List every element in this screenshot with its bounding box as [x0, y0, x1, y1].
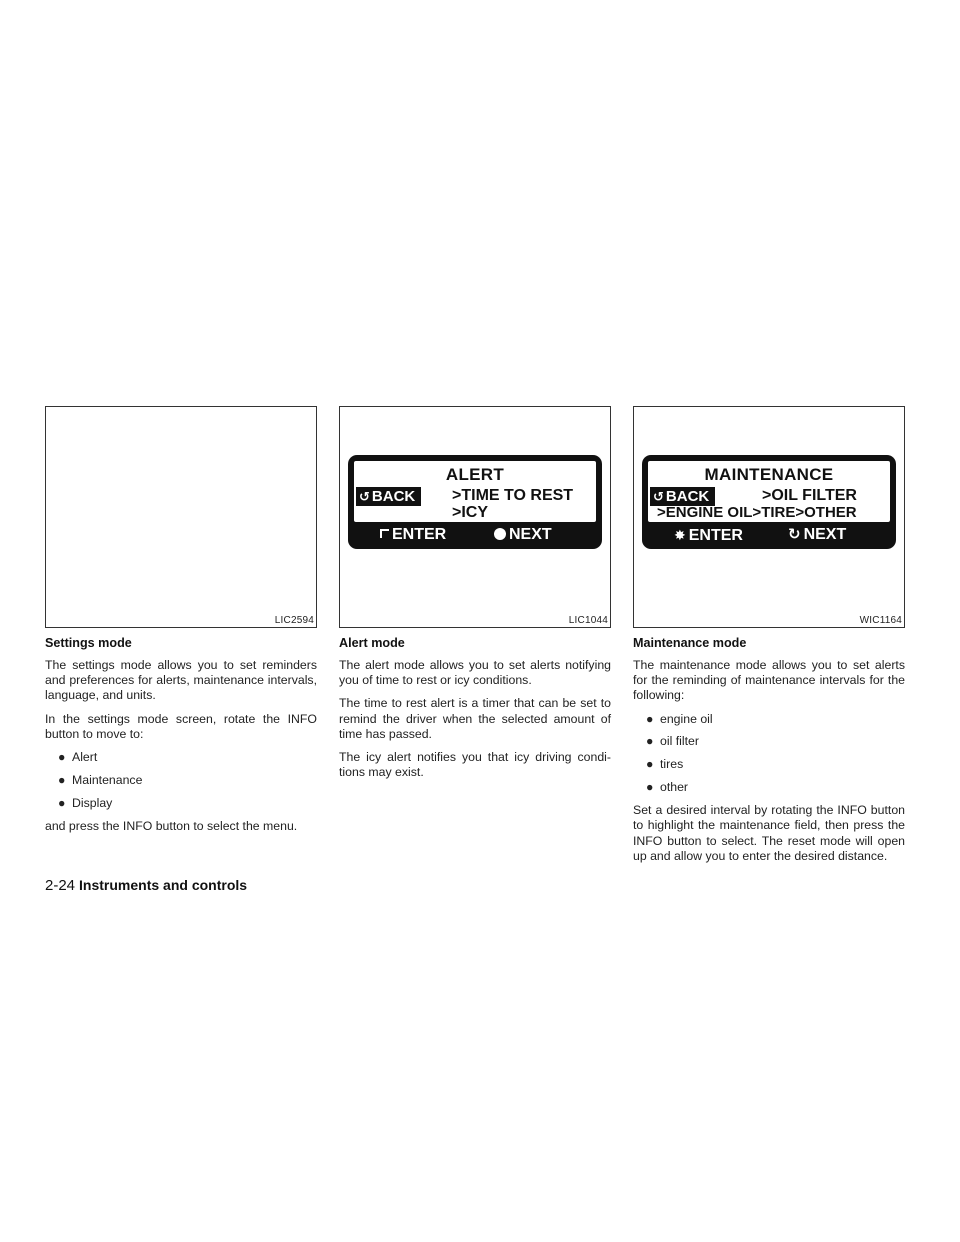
alert-mode-heading: Alert mode	[339, 636, 405, 650]
list-item: ● engine oil	[646, 711, 713, 726]
back-option: ↺ BACK	[356, 487, 421, 506]
figure-code: LIC1044	[568, 615, 608, 626]
list-item: ● oil filter	[646, 734, 699, 749]
maintenance-items-list	[633, 712, 905, 796]
figure-code: LIC2594	[274, 615, 314, 626]
maintenance-figure	[633, 406, 905, 628]
rotate-icon: ↻	[788, 526, 801, 543]
settings-mode-heading: Settings mode	[45, 636, 132, 650]
display-line: >OIL FILTER	[762, 487, 857, 504]
paragraph: Set a desired interval by rotating the INFO button to highlight the maintenance field, then press the INFO button to select. The reset mode will open up and allow you to enter the desired distance.	[633, 803, 905, 863]
paragraph: In the settings mode screen, rotate the INFO button to move to:	[45, 711, 317, 741]
maintenance-mode-heading: Maintenance mode	[633, 636, 747, 650]
list-item: ● tires	[646, 757, 684, 772]
list-item: ● Alert	[58, 750, 98, 765]
paragraph: The icy alert notifies you that icy driving condi- tions may exist.	[339, 750, 611, 780]
dial-icon: ✸	[674, 527, 686, 543]
page-number: 2-24	[45, 877, 76, 894]
enter-option: ENTER	[380, 525, 446, 545]
display-title: ALERT	[445, 465, 505, 484]
list-item: ● Display	[58, 795, 113, 810]
next-option: ↻ NEXT	[788, 526, 847, 543]
paragraph: The settings mode allows you to set reminders and preferences for alerts, maintenance intervals, language, and units.	[45, 658, 317, 703]
display-line: >ENGINE OIL>TIRE>OTHER	[657, 504, 857, 521]
section-title: Instruments and controls	[79, 877, 248, 893]
back-option: ↺ BACK	[650, 487, 715, 506]
figure-code: WIC1164	[859, 615, 902, 626]
display-title: MAINTENANCE	[704, 465, 834, 484]
paragraph: and press the INFO button to select the menu.	[45, 818, 298, 833]
settings-figure	[45, 406, 317, 628]
paragraph: The maintenance mode allows you to set alerts for the reminding of maintenance intervals for the following:	[633, 658, 905, 703]
list-item: ● Maintenance	[58, 772, 143, 787]
alert-mode-column	[339, 406, 611, 788]
back-arrow-icon: ↺	[359, 489, 370, 504]
display-line: >ICY	[452, 504, 489, 521]
list-item: ● other	[646, 780, 689, 794]
dial-icon	[494, 528, 506, 540]
maintenance-mode-column	[633, 406, 905, 872]
page-footer	[45, 877, 247, 894]
settings-options-list	[45, 750, 317, 811]
display-line: >TIME TO REST	[452, 487, 574, 504]
next-option: NEXT	[494, 525, 552, 545]
alert-display	[348, 455, 602, 549]
paragraph: The alert mode allows you to set alerts notifying you of time to rest or icy conditions.	[339, 658, 611, 688]
back-arrow-icon: ↺	[653, 489, 664, 504]
settings-mode-column	[45, 406, 317, 842]
alert-figure	[339, 406, 611, 628]
maintenance-display	[642, 455, 896, 549]
enter-option: ✸ ENTER	[674, 527, 743, 544]
paragraph: The time to rest alert is a timer that can be set to remind the driver when the selected amount of time has passed.	[339, 696, 611, 741]
enter-icon	[380, 529, 389, 538]
